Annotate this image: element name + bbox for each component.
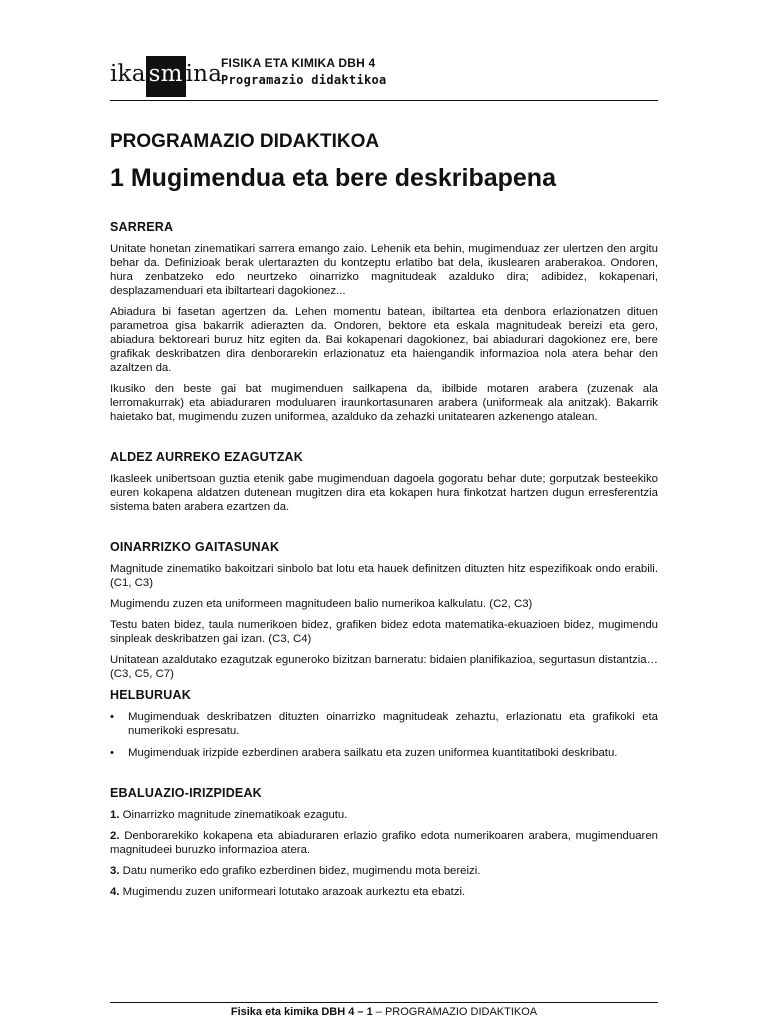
- list-item: [110, 710, 658, 738]
- paragraph: Mugimendu zuzen eta uniformeen magnitudeen balio numerikoa kalkulatu. (C2, C3): [110, 598, 533, 610]
- document-body: [110, 220, 658, 906]
- item-number: 2.: [110, 830, 120, 842]
- bullet-text: Mugimenduak deskribatzen dituzten oinarrizko magnitudeak zehaztu, erlazionatu eta grafikoki eta numerikoki espresatu.: [128, 711, 658, 737]
- section-helburuak: [110, 688, 658, 760]
- footer-suffix: – PROGRAMAZIO DIDAKTIKOA: [372, 1006, 538, 1018]
- list-item: [110, 864, 658, 878]
- document-kicker: PROGRAMAZIO DIDAKTIKOA: [110, 131, 380, 152]
- paragraph: Unitate honetan zinematikari sarrera emango zaio. Lehenik eta behin, mugimenduaz zer ulertzen den argitu behar da. Definizioak berak ulertarazten du kontzeptu erlatibo bat dela, ikuslearen araberakoa. Ondoren, hura zenbatzeko edo neurtzeko oinarrizko magnitudeak azalduko dira; adibidez, kokapenari, desplazamenduari eta ibiltarteari dagokionez...: [110, 243, 658, 297]
- bullet-text: Mugimenduak irizpide ezberdinen arabera sailkatu eta zuzen uniformea kuantitatiboki deskribatu.: [128, 747, 618, 759]
- item-number: 4.: [110, 886, 120, 898]
- bullet-icon: •: [110, 747, 114, 759]
- page-footer: [110, 1006, 658, 1018]
- page-header: [110, 52, 658, 102]
- list-item: [110, 808, 658, 822]
- section-oinarrizko-gaitasunak: [110, 540, 658, 681]
- header-doc-type: Programazio didaktikoa: [221, 73, 387, 87]
- paragraph: Ikusiko den beste gai bat mugimenduen sailkapena da, ibilbide motaren arabera (zuzenak ala lerromakurrak) eta abiaduraren moduluaren iraunkortasunaren arabera (uniformeak ala anitzak). Bakarrik haietako bat, mugimendu zuzen uniformea, azalduko da zehazki unitatearen azkenengo atalean.: [110, 383, 658, 423]
- footer-title: Fisika eta kimika DBH 4 – 1: [230, 1006, 373, 1018]
- section-sarrera: [110, 220, 658, 424]
- logo-text-box: sm: [146, 56, 186, 97]
- list-item: [110, 885, 658, 899]
- document-title: 1 Mugimendua eta bere deskribapena: [110, 164, 556, 192]
- section-heading: OINARRIZKO GAITASUNAK: [110, 540, 280, 554]
- paragraph: Unitatean azaldutako ezagutzak eguneroko bizitzan barneratu: bidaien planifikazioa, segurtasun distantzia… (C3, C5, C7): [110, 654, 658, 680]
- bullet-icon: •: [110, 711, 114, 723]
- item-number: 1.: [110, 809, 120, 821]
- item-text: Mugimendu zuzen uniformeari lotutako arazoak aurkeztu eta ebatzi.: [122, 886, 466, 898]
- item-text: Oinarrizko magnitude zinematikoak ezagutu.: [122, 809, 348, 821]
- section-aldez-aurreko-ezagutzak: [110, 450, 658, 514]
- section-heading: EBALUAZIO-IRIZPIDEAK: [110, 786, 262, 800]
- section-heading: HELBURUAK: [110, 688, 191, 702]
- paragraph: Abiadura bi fasetan agertzen da. Lehen momentu batean, ibiltartea eta denbora erlazionatzen dituen parametroa gisa bakarrik adierazten da. Ondoren, bektore eta eskala magnitudeak bereizi eta gero, abiadura bektoreari buruz hitz egiten da. Bai kokapenari dagokionez, bai abiadurari dagokionez ere, bere grafikak deskribatzen dira denborarekin erlazionatuz eta haiengandik informazioa nola atera behar den azaltzen da.: [110, 306, 658, 374]
- item-number: 3.: [110, 865, 120, 877]
- header-rule: [110, 100, 658, 101]
- list-item: [110, 829, 658, 857]
- footer-rule: [110, 1002, 658, 1003]
- paragraph: Ikasleek unibertsoan guztia etenik gabe mugimenduan dagoela gogoratu behar dute; gorputzak besteekiko euren kokapena aldatzen dutenean mugitzen dira eta kokapen hura finkotzat hartzen dugun erresferentzia sistema baten arabera ezartzen da.: [110, 473, 658, 513]
- logo-text-post: ina: [185, 61, 223, 87]
- paragraph: Testu baten bidez, taula numerikoen bidez, grafiken bidez edota matematika-ekuazioen bidez, mugimendu sinpleak deskribatzen gai izan. (C3, C4): [110, 619, 658, 645]
- ikasmina-logo: [110, 56, 222, 94]
- section-heading: ALDEZ AURREKO EZAGUTZAK: [110, 450, 304, 464]
- list-item: [110, 746, 658, 760]
- header-subject: FISIKA ETA KIMIKA DBH 4: [221, 56, 376, 70]
- item-text: Datu numeriko edo grafiko ezberdinen bidez, mugimendu mota bereizi.: [122, 865, 481, 877]
- item-text: Denborarekiko kokapena eta abiaduraren erlazio grafiko edota numerikoaren arabera, mugimenduaren magnitudeei buruzko informazioa atera.: [110, 830, 658, 856]
- logo-text-pre: ika: [110, 61, 146, 87]
- section-ebaluazio-irizpideak: [110, 786, 658, 899]
- paragraph: Magnitude zinematiko bakoitzari sinbolo bat lotu eta hauek definitzen dituzten hitz espezifikoak ondo erabili. (C1, C3): [110, 563, 658, 589]
- header-text: [221, 56, 387, 87]
- section-heading: SARRERA: [110, 220, 174, 234]
